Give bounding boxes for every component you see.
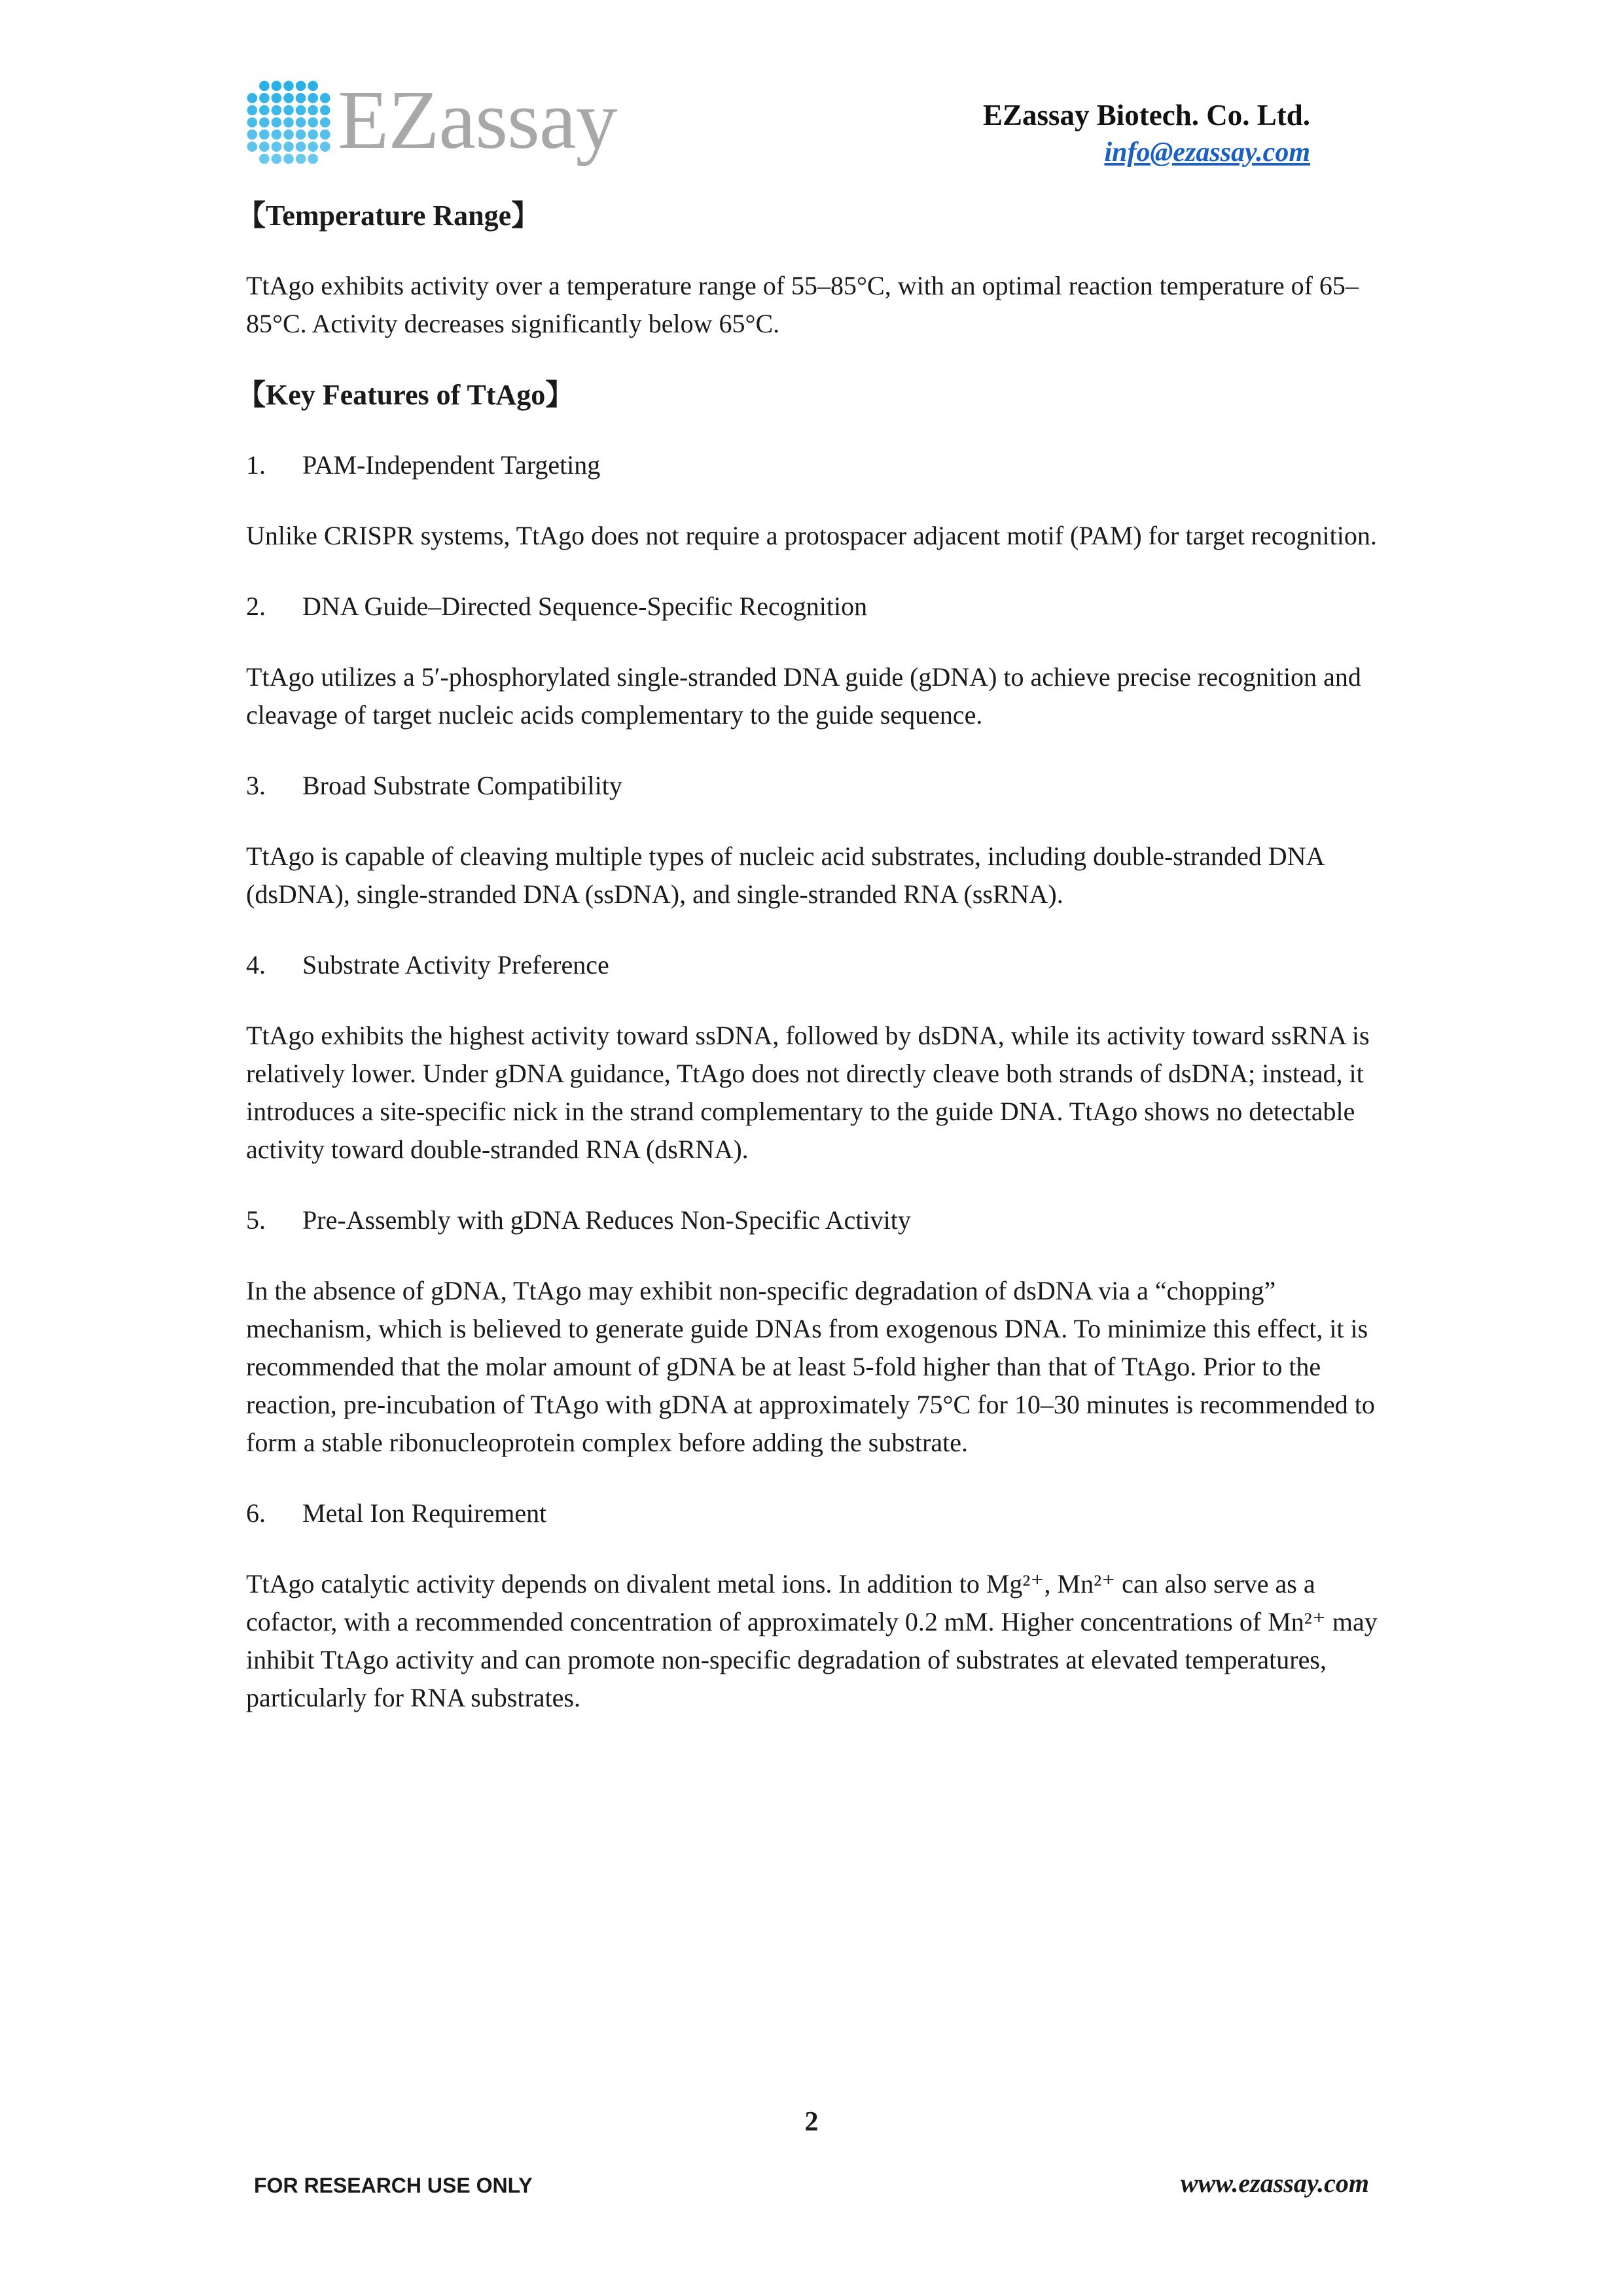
- logo-dot: [308, 80, 318, 91]
- document-content: [237, 196, 1398, 1750]
- logo-dot: [308, 130, 318, 140]
- logo-dot: [296, 93, 306, 103]
- logo-dot: [308, 105, 318, 116]
- company-name: EZassay Biotech. Co. Ltd.: [982, 99, 1310, 132]
- logo-dot: [272, 130, 282, 140]
- page-number: 2: [804, 2107, 819, 2137]
- company-info: [721, 96, 1310, 170]
- feature-title-text: DNA Guide–Directed Sequence-Specific Recognition: [302, 592, 868, 621]
- logo-dot: [259, 80, 270, 91]
- logo-dot: [308, 117, 318, 128]
- logo-dot: [259, 154, 270, 164]
- logo-dot: [320, 105, 330, 116]
- feature-number: 2.: [246, 592, 266, 621]
- logo-dot: [272, 93, 282, 103]
- logo-dot: [320, 117, 330, 128]
- logo-dot: [259, 141, 270, 152]
- logo-dot: [296, 130, 306, 140]
- feature-title-6: [246, 1494, 1398, 1532]
- feature-title-text: Broad Substrate Compatibility: [302, 771, 622, 800]
- logo-dot: [247, 130, 257, 140]
- feature-number: 1.: [246, 450, 266, 480]
- logo-dot: [247, 93, 257, 103]
- feature-number: 3.: [246, 771, 266, 800]
- logo-dot: [283, 154, 294, 164]
- logo-dot: [283, 117, 294, 128]
- logo-dot: [259, 105, 270, 116]
- feature-paragraph-3: TtAgo is capable of cleaving multiple types of nucleic acid substrates, including double-stranded DNA (dsDNA), single-stranded DNA (ssDNA), and single-stranded RNA (ssRNA).: [246, 841, 1324, 909]
- feature-title-text: Metal Ion Requirement: [302, 1498, 547, 1528]
- feature-title-text: Substrate Activity Preference: [302, 950, 609, 980]
- logo-dot: [283, 141, 294, 152]
- logo-dot: [259, 117, 270, 128]
- logo-dot: [272, 117, 282, 128]
- logo-dot: [308, 93, 318, 103]
- logo-dot: [320, 93, 330, 103]
- feature-title-3: [246, 767, 1398, 805]
- footer-research-notice: FOR RESEARCH USE ONLY: [254, 2174, 533, 2197]
- feature-number: 6.: [246, 1498, 266, 1528]
- feature-title-2: [246, 588, 1398, 626]
- logo-dot: [283, 80, 294, 91]
- feature-title-4: [246, 946, 1398, 984]
- section-heading-temperature: 【Temperature Range】: [237, 200, 541, 232]
- logo-dot: [259, 130, 270, 140]
- feature-title-text: PAM-Independent Targeting: [302, 450, 601, 480]
- logo-dot: [296, 117, 306, 128]
- feature-number: 5.: [246, 1205, 266, 1235]
- feature-paragraph-5: In the absence of gDNA, TtAgo may exhibit non-specific degradation of dsDNA via a “chopping” mechanism, which is believed to generate guide DNAs from exogenous DNA. To minimize this effect, it is recommended that the molar amount of gDNA be at least 5-fold higher than that of TtAgo. Prior to the reaction, pre-incubation of TtAgo with gDNA at approximately 75°C for 10–30 minutes is recommended to form a stable ribonucleoprotein complex before adding the substrate.: [246, 1276, 1375, 1457]
- company-logo: [246, 73, 652, 170]
- logo-dot: [272, 105, 282, 116]
- feature-paragraph-4: TtAgo exhibits the highest activity toward ssDNA, followed by dsDNA, while its activity toward ssRNA is relatively lower. Under gDNA guidance, TtAgo does not directly cleave both strands of dsDNA; instead, it introduces a site-specific nick in the strand complementary to the guide DNA. TtAgo shows no detectable activity toward double-stranded RNA (dsRNA).: [246, 1021, 1370, 1164]
- feature-paragraph-2: TtAgo utilizes a 5′-phosphorylated single-stranded DNA guide (gDNA) to achieve precise recognition and cleavage of target nucleic acids complementary to the guide sequence.: [246, 662, 1361, 730]
- logo-wordmark: EZassay: [338, 73, 617, 166]
- logo-dot: [259, 93, 270, 103]
- logo-dot: [320, 130, 330, 140]
- logo-dot: [308, 141, 318, 152]
- logo-dot: [308, 154, 318, 164]
- logo-dot: [283, 130, 294, 140]
- logo-dot: [272, 141, 282, 152]
- section-heading-features: 【Key Features of TtAgo】: [237, 379, 575, 411]
- feature-title-1: [246, 446, 1398, 484]
- footer-website-link[interactable]: www.ezassay.com: [1180, 2168, 1369, 2198]
- feature-paragraph-1: Unlike CRISPR systems, TtAgo does not require a protospacer adjacent motif (PAM) for target recognition.: [246, 521, 1377, 550]
- logo-dot: [283, 105, 294, 116]
- logo-dot: [320, 141, 330, 152]
- logo-dots-icon: [246, 80, 331, 165]
- temperature-paragraph: TtAgo exhibits activity over a temperature range of 55–85°C, with an optimal reaction temperature of 65–85°C. Activity decreases significantly below 65°C.: [246, 271, 1359, 338]
- feature-paragraph-6: TtAgo catalytic activity depends on divalent metal ions. In addition to Mg²⁺, Mn²⁺ can also serve as a cofactor, with a recommended concentration of approximately 0.2 mM. Higher concentrations of Mn²⁺ may inhibit TtAgo activity and can promote non-specific degradation of substrates at elevated temperatures, particularly for RNA substrates.: [246, 1569, 1378, 1712]
- logo-dot: [296, 154, 306, 164]
- logo-dot: [247, 117, 257, 128]
- logo-dot: [296, 80, 306, 91]
- company-email-link[interactable]: info@ezassay.com: [1104, 137, 1310, 168]
- logo-dot: [283, 93, 294, 103]
- logo-dot: [296, 141, 306, 152]
- feature-title-text: Pre-Assembly with gDNA Reduces Non-Specific Activity: [302, 1205, 911, 1235]
- logo-dot: [272, 154, 282, 164]
- logo-dot: [247, 141, 257, 152]
- logo-dot: [296, 105, 306, 116]
- feature-title-5: [246, 1201, 1398, 1239]
- feature-number: 4.: [246, 950, 266, 980]
- logo-dot: [247, 105, 257, 116]
- logo-dot: [272, 80, 282, 91]
